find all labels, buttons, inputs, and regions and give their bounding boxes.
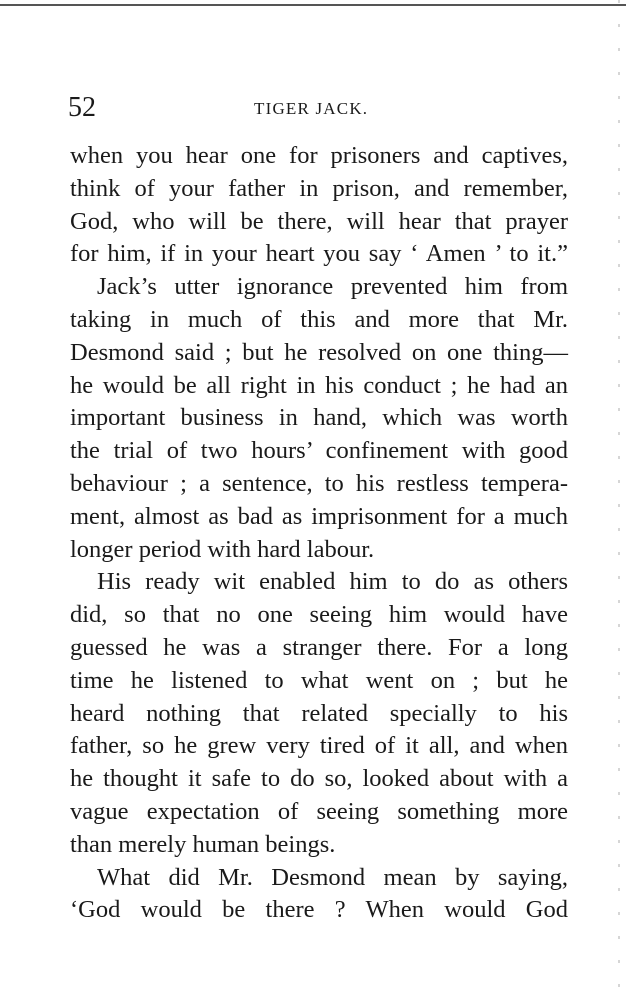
page-top-rule xyxy=(0,4,626,6)
text-line: ‘God would be there ? When would God xyxy=(70,896,568,924)
text-line: taking in much of this and more that Mr. xyxy=(70,305,568,333)
text-line: Jack’s utter ignorance prevented him from xyxy=(97,273,568,301)
paragraph-1 xyxy=(70,140,568,271)
page-number: 52 xyxy=(68,92,96,123)
text-line: think of your father in prison, and remember, xyxy=(70,174,568,202)
text-line: Desmond said ; but he resolved on one thing— xyxy=(70,338,568,366)
text-line: did, so that no one seeing him would have xyxy=(70,601,568,629)
text-line: God, who will be there, will hear that prayer xyxy=(70,207,568,235)
running-head: TIGER JACK. xyxy=(254,99,369,118)
text-line: when you hear one for prisoners and captives, xyxy=(70,142,568,169)
paragraph-4 xyxy=(70,862,568,928)
text-line: What did Mr. Desmond mean by saying, xyxy=(97,863,568,891)
text-line: ment, almost as bad as imprisonment for a much xyxy=(70,502,568,530)
text-line: behaviour ; a sentence, to his restless tempera- xyxy=(70,469,568,497)
text-line: important business in hand, which was worth xyxy=(70,404,568,432)
text-line: he thought it safe to do so, looked about with a xyxy=(70,765,568,793)
text-line: guessed he was a stranger there. For a long xyxy=(70,633,568,661)
text-line: for him, if in your heart you say ‘ Amen ’ to it.” xyxy=(70,240,568,268)
page-edge-shadow xyxy=(618,0,620,1000)
text-line: the trial of two hours’ confinement with good xyxy=(70,437,568,465)
text-line: time he listened to what went on ; but he xyxy=(70,666,568,694)
text-line: than merely human beings. xyxy=(70,830,336,858)
body-text xyxy=(70,140,568,927)
text-line: longer period with hard labour. xyxy=(70,535,375,563)
text-line: heard nothing that related specially to his xyxy=(70,699,568,727)
text-line: father, so he grew very tired of it all, and when xyxy=(70,732,568,760)
paragraph-3 xyxy=(70,566,568,861)
text-line: he would be all right in his conduct ; he had an xyxy=(70,371,568,399)
text-line: His ready wit enabled him to do as others xyxy=(97,568,568,596)
paragraph-2 xyxy=(70,271,568,566)
text-line: vague expectation of seeing something more xyxy=(70,797,568,825)
page-header xyxy=(68,90,568,130)
